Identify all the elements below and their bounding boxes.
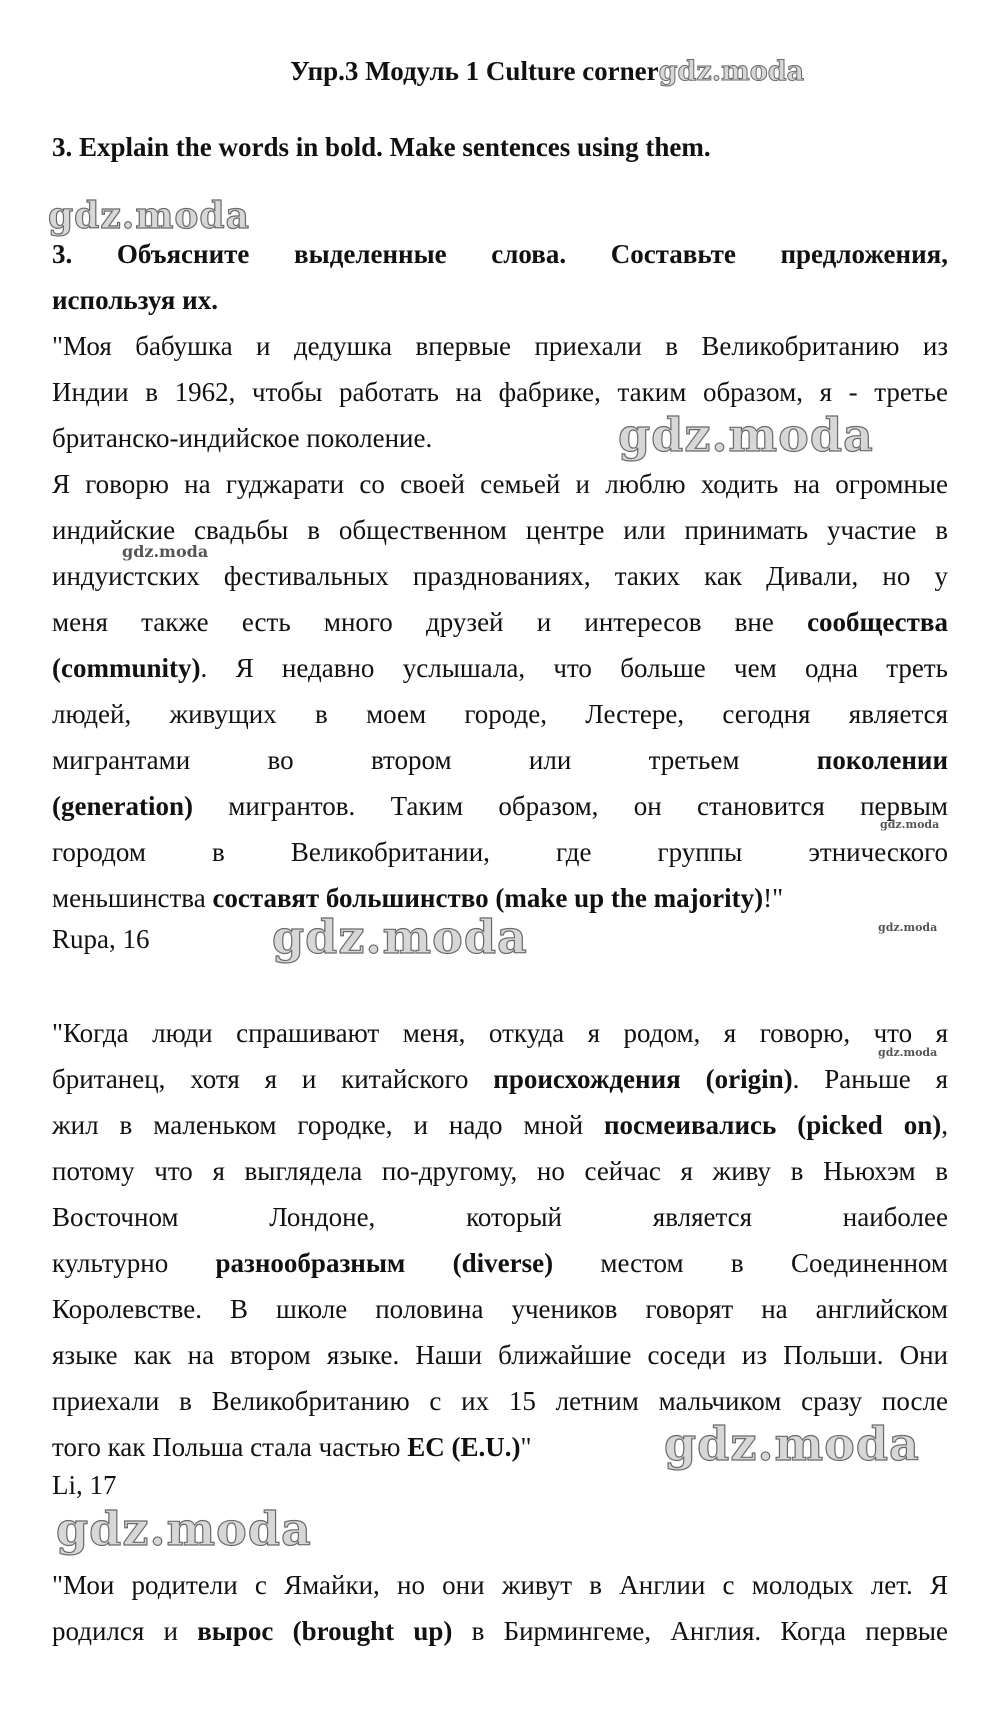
text2-line4: потому что я выглядела по-другому, но сейчас я живу в Ньюхэм в (52, 1156, 948, 1186)
text1-line12: городом в Великобритании, где группы этнического (52, 837, 948, 867)
text1-line5: индийские свадьбы в общественном центре или принимать участие в (52, 515, 948, 545)
text1-line3: британско-индийское поколение. (52, 423, 433, 453)
task-heading-russian-line1: 3. Объясните выделенные слова. Составьте предложения, (52, 239, 948, 269)
text3-line1: "Мои родители с Ямайки, но они живут в Англии с молодых лет. Я (52, 1570, 948, 1600)
text2-author: Li, 17 (52, 1470, 117, 1500)
text1-author: Rupa, 16 (52, 924, 150, 954)
text1-line11: (generation) мигрантов. Таким образом, он становится первым (52, 791, 948, 821)
text2-line8: языке как на втором языке. Наши ближайшие соседи из Польши. Они (52, 1340, 948, 1370)
task-heading-russian-line2: используя их. (52, 285, 218, 315)
text1-line7: меня также есть много друзей и интересов вне сообщества (52, 607, 948, 637)
page-title: Упр.3 Модуль 1 Culture cornergdz.moda (290, 56, 805, 87)
text2-line2: британец, хотя я и китайского происхождения (origin). Раньше я (52, 1064, 948, 1094)
text2-line9: приехали в Великобританию с их 15 летним мальчиком сразу после (52, 1386, 948, 1416)
watermark: gdz.moda (664, 1417, 920, 1471)
watermark: gdz.moda (56, 1502, 312, 1556)
text2-line3: жил в маленьком городке, и надо мной посмеивались (picked on), (52, 1110, 948, 1140)
text2-line5: Восточном Лондоне, который является наиболее (52, 1202, 948, 1232)
title-watermark: gdz.moda (658, 56, 805, 87)
text1-line9: людей, живущих в моем городе, Лестере, сегодня является (52, 699, 948, 729)
text2-line1: "Когда люди спрашивают меня, откуда я родом, я говорю, что я (52, 1018, 948, 1048)
text1-line6: индуистских фестивальных празднованиях, таких как Дивали, но у (52, 561, 948, 591)
watermark: gdz.moda (272, 910, 528, 964)
text1-line8: (community). Я недавно услышала, что больше чем одна треть (52, 653, 948, 683)
watermark: gdz.moda (122, 542, 209, 561)
watermark: gdz.moda (880, 818, 940, 831)
text2-line6: культурно разнообразным (diverse) местом в Соединенном (52, 1248, 949, 1278)
text2-line10: того как Польша стала частью ЕС (E.U.)" (52, 1432, 532, 1462)
watermark: gdz.moda (618, 408, 874, 462)
watermark: gdz.moda (878, 921, 938, 934)
text1-line2: Индии в 1962, чтобы работать на фабрике, таким образом, я - третье (52, 377, 948, 407)
task-heading-english: 3. Explain the words in bold. Make sentences using them. (52, 132, 711, 162)
text1-line4: Я говорю на гуджарати со своей семьей и люблю ходить на огромные (52, 469, 948, 499)
text2-line7: Королевстве. В школе половина учеников говорят на английском (52, 1294, 948, 1324)
watermark: gdz.moda (878, 1046, 938, 1059)
text3-line2: родился и вырос (brought up) в Бирмингеме, Англия. Когда первые (52, 1616, 949, 1646)
text1-line1: "Моя бабушка и дедушка впервые приехали в Великобританию из (52, 331, 948, 361)
watermark: gdz.moda (48, 195, 250, 237)
text1-line13: меньшинства составят большинство (make up the majority)!" (52, 883, 784, 913)
text1-line10: мигрантами во втором или третьем поколении (52, 745, 948, 775)
